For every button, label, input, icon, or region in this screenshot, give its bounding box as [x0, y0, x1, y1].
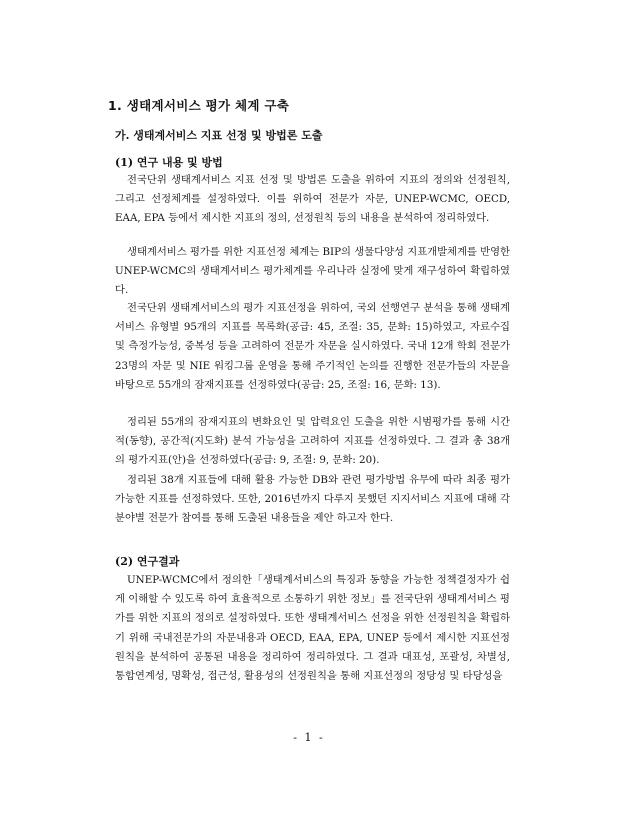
part2-heading: (2) 연구결과: [115, 555, 180, 568]
part1-heading: (1) 연구 내용 및 방법: [115, 156, 223, 169]
subsection-title: 가. 생태계서비스 지표 선정 및 방법론 도출: [115, 129, 323, 142]
page-number: - 1 -: [293, 731, 325, 744]
paragraph: 생태계서비스 평가를 위한 지표선정 체계는 BIP의 생물다양성 지표개발체계를 반영한 UNEP-WCMC의 생태계서비스 평가체계를 우리나라 실정에 맞게 재구성하여 확립하였다.: [115, 246, 510, 297]
paragraph: 정리된 55개의 잠재지표의 변화요인 및 압력요인 도출을 위한 시범평가를 통해 시간적(동향), 공간적(지도화) 분석 가능성을 고려하여 지표를 선정하였다. 그 결과 총 38개의 평가지표(안)을 선정하였다(공급: 9, 조절: 9, 문화: 20).: [115, 416, 510, 467]
paragraph: 전국단위 생태계서비스의 평가 지표선정을 위하여, 국외 선행연구 분석을 통해 생태계서비스 유형별 95개의 지표를 목록화(공급: 45, 조절: 35, 문화: 15)하였고, 자료수집 및 측정가능성, 중복성 등을 고려하여 전문가 자문을 실시하였다. 국내 12개 학회 전문가 23명의 자문 및 NIE 워킹그룹 운영을 통해 주기적인 논의를 진행한 전문가들의 자문을 바탕으로 55개의 잠재지표를 선정하였다(공급: 25, 조절: 16, 문화: 13).: [115, 302, 510, 391]
section-title: 1. 생태계서비스 평가 체계 구축: [108, 98, 290, 113]
paragraph: 전국단위 생태계서비스 지표 선정 및 방법론 도출을 위하여 지표의 정의와 선정원칙, 그리고 선정체계를 설정하였다. 이를 위하여 전문가 자문, UNEP-WCMC, OECD, EAA, EPA 등에서 제시한 지표의 정의, 선정원칙 등의 내용을 분석하여 정리하였다.: [115, 174, 510, 225]
paragraph: UNEP-WCMC에서 정의한「생태계서비스의 특징과 동향을 가능한 정책결정자가 쉽게 이해할 수 있도록 하여 효율적으로 소통하기 위한 정보」를 전국단위 생태계서비스 평가를 위한 지표의 정의로 설정하였다. 또한 생태계서비스 선정을 위한 선정원칙을 확립하기 위해 국내전문가의 자문내용과 OECD, EAA, EPA, UNEP 등에서 제시한 지표선정원칙을 분석하여 공통된 내용을 정리하여 정리하였다. 그 결과 대표성, 포괄성, 차별성, 통합연계성, 명확성, 접근성, 활용성의 선정원칙을 통해 지표선정의 정당성 및 타당성을: [115, 574, 510, 683]
paragraph: 정리된 38개 지표들에 대해 활용 가능한 DB와 관련 평가방법 유무에 따라 최종 평가 가능한 지표를 선정하였다. 또한, 2016년까지 다루지 못했던 지지서비스 지표에 대해 각 분야별 전문가 참여를 통해 도출된 내용들을 제안 하고자 한다.: [115, 474, 510, 525]
